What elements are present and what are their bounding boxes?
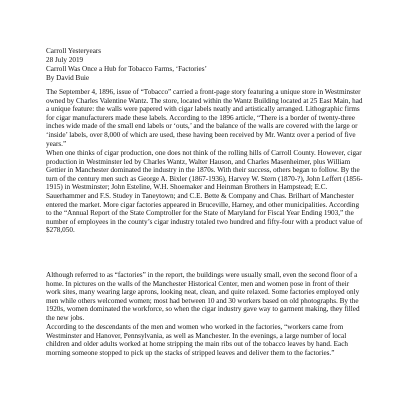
byline: By David Buie [46,74,90,82]
paragraph: The September 4, 1896, issue of “Tobacco” carried a front-page story featuring a unique store in Westminster owned by Charles Valentine Wantz. The store, located within the Wantz Building located at 25 East Main, had a unique feature: the walls were papered with cigar labels neatly and artistically arranged. Lithographic firms for cigar manufacturers made these labels. According to the 1896 article, “There is a border of twenty-three inches wide made of the small end labels or ‘outs,’ and the balance of the walls are covered with the large or ‘inside’ labels, over 8,000 of which are used, these having been received by Mr. Wantz over a period of five years.” [46,88,363,148]
column-name: Carroll Yesteryears [46,47,102,55]
article-title: Carroll Was Once a Hub for Tobacco Farms, ‘Factories’ [46,65,207,73]
paragraph: According to the descendants of the men and women who worked in the factories, “workers came from Westminster and Hanover, Pennsylvania, as well as Manchester. In the evenings, a large number of local children and older adults worked at home stripping the main ribs out of the tobacco leaves by hand. Each morning someone stopped to pick up the stacks of stripped leaves and deliver them to the factories.” [46,323,348,357]
publication-date: 28 July 2019 [46,56,84,64]
paragraph: When one thinks of cigar production, one does not think of the rolling hills of Carroll County. However, cigar production in Westminster led by Charles Wantz, Walter Hauson, and Charles Masenheimer, plus William Gettier in Manchester dominated the industry in the 1870s. With their success, others began to follow. By the turn of the century men such as George A. Bixler (1867-1936), Harvey W. Stern (1870-?), John Leffert (1856-1915) in Westminster; John Esteline, W.H. Shoemaker and Heinman Brothers in Hampstead; E.C. Sauerhammer and F.S. Studey in Taneytown; and C.E. Bette & Company and Chas. Brilhart of Manchester entered the market. More cigar factories appeared in Bruceville, Harney, and other municipalities. According to the “Annual Report of the State Comptroller for the State of Maryland for Fiscal Year Ending 1903,” the number of employees in the county’s cigar industry totaled two hundred and fifty-four with a product value of $278,050. [46,149,363,235]
article-header [46,47,366,83]
paragraph: Although referred to as “factories” in the report, the buildings were usually small, even the second floor of a home. In pictures on the walls of the Manchester Historical Center, men and women pose in front of their work sites, many wearing large aprons, looking neat, clean, and quite relaxed. Some factories employed only men while others welcomed women; most had between 10 and 30 workers based on old photographs. By the 1920s, women dominated the workforce, so when the cigar industry gave way to garment making, they filled the new jobs. [46,271,360,322]
